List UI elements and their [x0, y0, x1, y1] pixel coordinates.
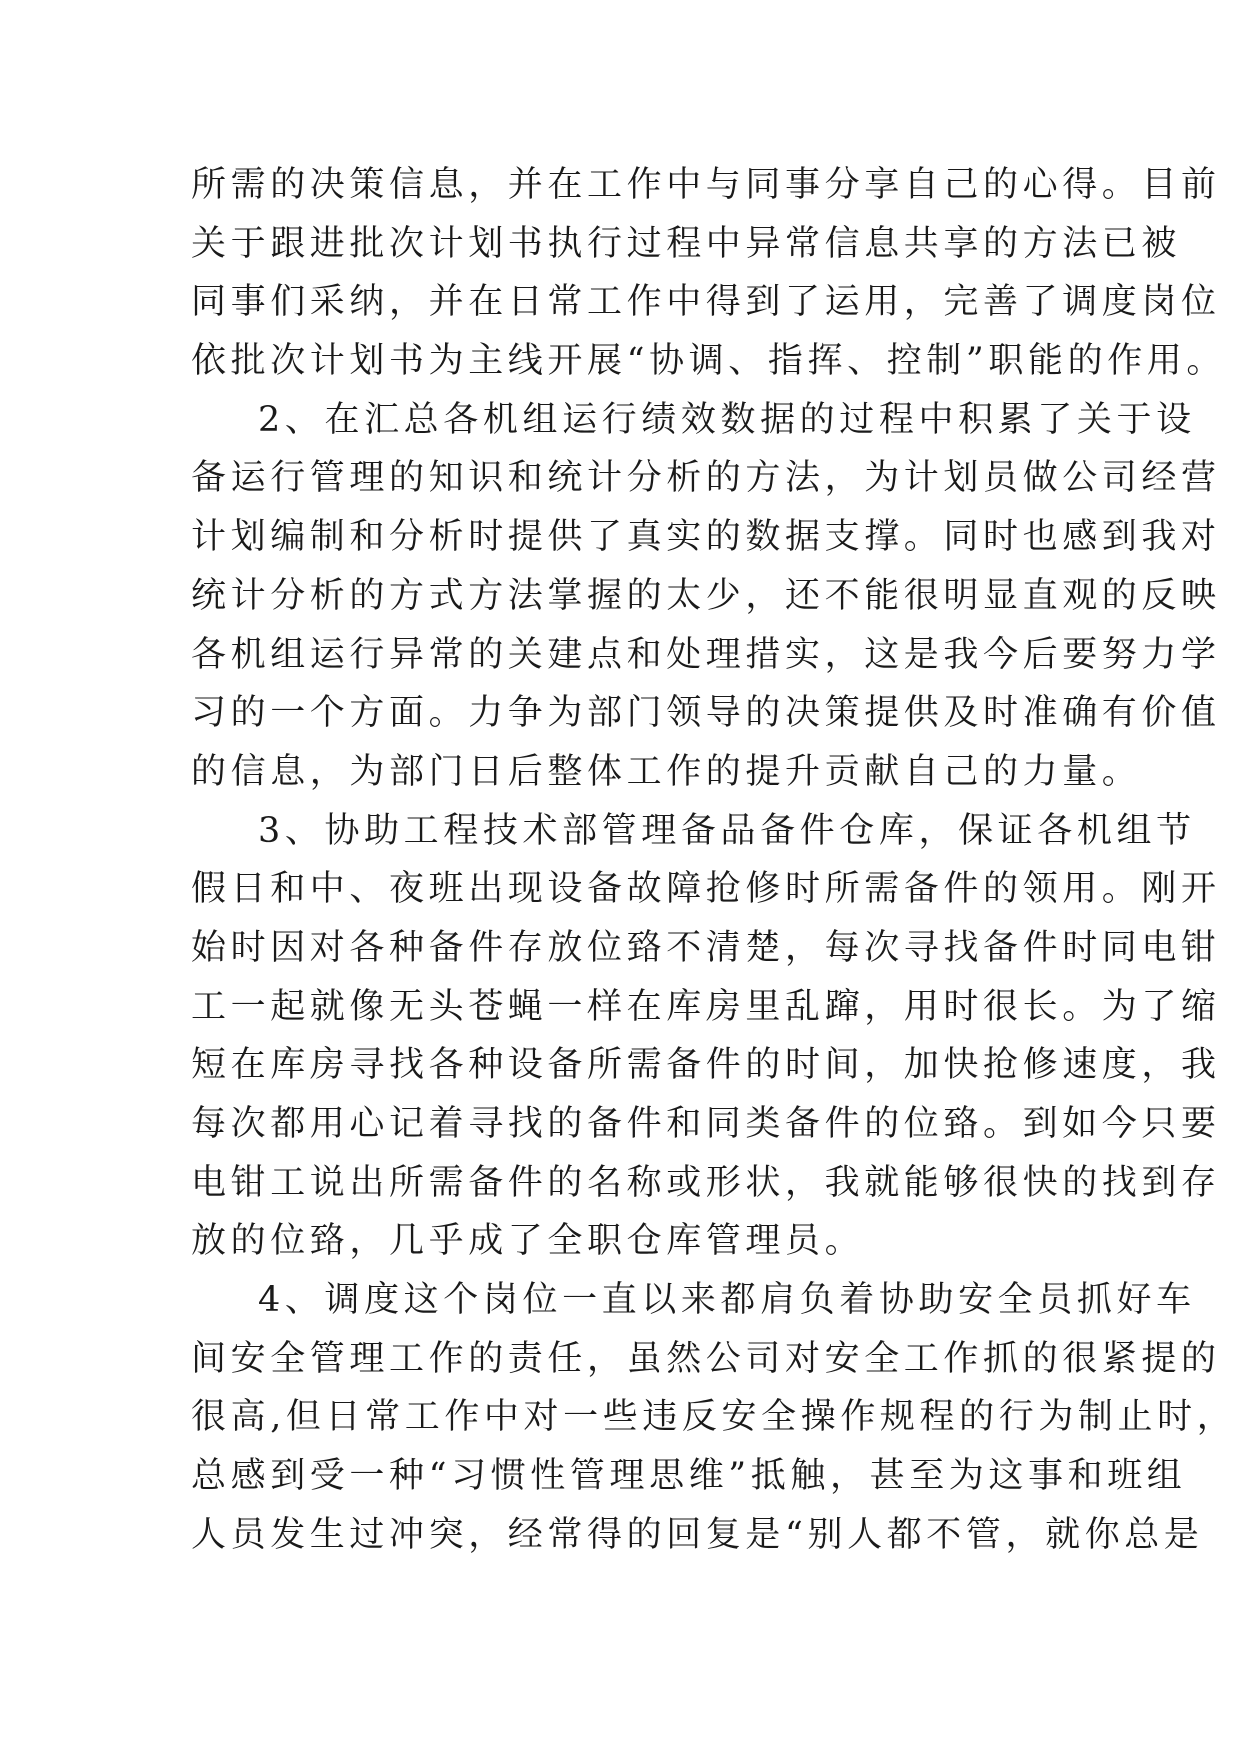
- text-line: 每次都用心记着寻找的备件和同类备件的位臵。到如今只要: [191, 1104, 1221, 1144]
- text-line: 人员发生过冲突，经常得的回复是“别人都不管，就你总是: [191, 1514, 1204, 1555]
- text-line: 的信息，为部门日后整体工作的提升贡献自己的力量。: [191, 751, 1142, 792]
- text-line: 同事们采纳，并在日常工作中得到了运用，完善了调度岗位: [191, 282, 1221, 323]
- text-line: 间安全管理工作的责任，虽然公司对安全工作抓的很紧提的: [191, 1338, 1221, 1379]
- text-line: 放的位臵，几乎成了全职仓库管理员。: [191, 1221, 865, 1262]
- text-line: 备运行管理的知识和统计分析的方法，为计划员做公司经营: [191, 458, 1221, 499]
- text-line: 很高,但日常工作中对一些违反安全操作规程的行为制止时，: [191, 1397, 1237, 1438]
- text-line: 习的一个方面。力争为部门领导的决策提供及时准确有价值: [191, 693, 1221, 734]
- text-line: 始时因对各种备件存放位臵不清楚，每次寻找备件时同电钳: [191, 927, 1221, 968]
- text-line: 依批次计划书为主线开展“协调、指挥、控制”职能的作用。: [191, 341, 1226, 382]
- text-line: 工一起就像无头苍蝇一样在库房里乱蹿，用时很长。为了缩: [191, 986, 1221, 1027]
- text-line: 所需的决策信息，并在工作中与同事分享自己的心得。目前: [191, 165, 1221, 205]
- paragraph-first-line: 3、协助工程技术部管理备品备件仓库，保证各机组节: [258, 810, 1196, 851]
- paragraph-first-line: 2、在汇总各机组运行绩效数据的过程中积累了关于设: [258, 399, 1196, 440]
- paragraph-first-line: 4、调度这个岗位一直以来都肩负着协助安全员抓好车: [258, 1280, 1196, 1321]
- text-line: 假日和中、夜班出现设备故障抢修时所需备件的领用。刚开: [191, 869, 1221, 910]
- text-line: 总感到受一种“习惯性管理思维”抵触，甚至为这事和班组: [191, 1456, 1187, 1497]
- text-line: 统计分析的方式方法掌握的太少，还不能很明显直观的反映: [191, 575, 1221, 616]
- text-line: 各机组运行异常的关建点和处理措实，这是我今后要努力学: [191, 634, 1221, 675]
- text-line: 短在库房寻找各种设备所需备件的时间，加快抢修速度，我: [191, 1045, 1221, 1086]
- text-line: 计划编制和分析时提供了真实的数据支撑。同时也感到我对: [191, 517, 1221, 558]
- document-body: [191, 156, 1237, 1565]
- text-line: 电钳工说出所需备件的名称或形状，我就能够很快的找到存: [191, 1162, 1221, 1203]
- text-line: 关于跟进批次计划书执行过程中异常信息共享的方法已被: [191, 223, 1182, 264]
